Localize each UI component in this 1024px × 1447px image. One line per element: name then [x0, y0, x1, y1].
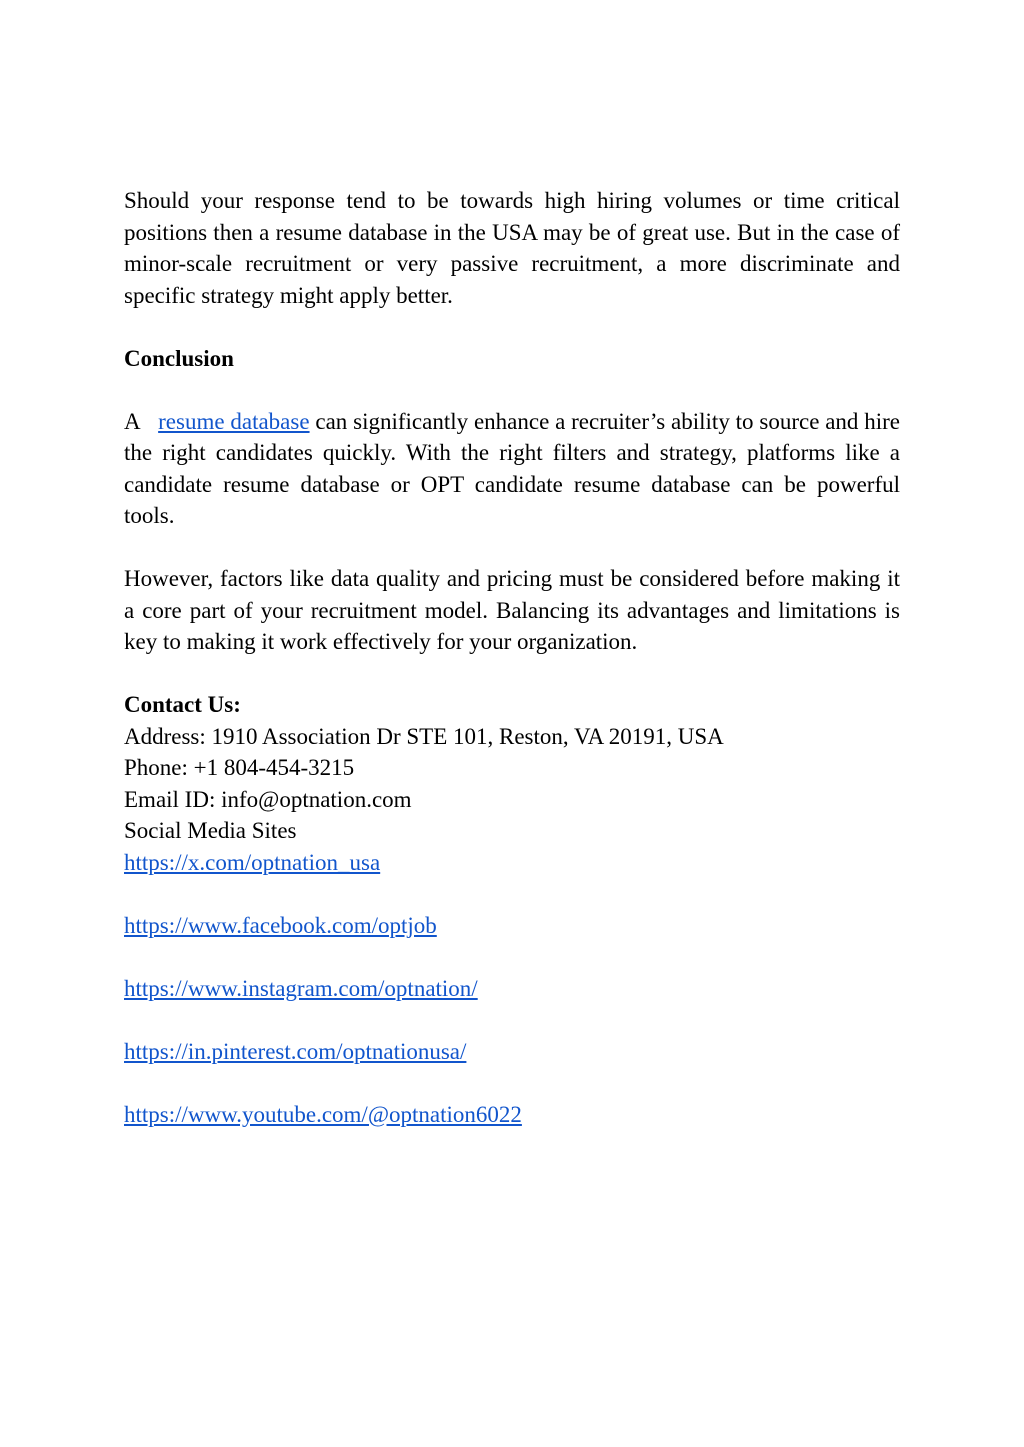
- paragraph-hiring-volumes: Should your response tend to be towards high hiring volumes or time critical positions then a resume database in the USA may be of great use. But in the case of minor-scale recruitment or very passive recruitment, a more discriminate and specific strategy might apply better.: [124, 188, 900, 308]
- resume-database-link[interactable]: resume database: [158, 408, 310, 434]
- conclusion-suffix: can significantly enhance a recruiter’s ability to source and hire the right candidates quickly. With the right filters and strategy, platforms like a candidate resume database or OPT candidate resume database can be powerful tools.: [124, 408, 901, 528]
- social-link-facebook-row: [124, 910, 900, 942]
- social-link-youtube[interactable]: https://www.youtube.com/@optnation6022: [124, 1101, 522, 1127]
- conclusion-paragraph-1: [124, 406, 900, 532]
- conclusion-paragraph-2: However, factors like data quality and pricing must be considered before making it a core part of your recruitment model. Balancing its advantages and limitations is key to making it work effectively for your organization.: [124, 566, 900, 654]
- social-media-label: Social Media Sites: [124, 818, 297, 843]
- social-link-x-row: [124, 847, 900, 879]
- contact-email: Email ID: info@optnation.com: [124, 786, 412, 812]
- contact-heading: Contact Us:: [124, 692, 241, 717]
- social-link-instagram-row: [124, 973, 900, 1005]
- social-link-facebook[interactable]: https://www.facebook.com/optjob: [124, 912, 437, 938]
- social-link-youtube-row: [124, 1099, 900, 1131]
- social-link-pinterest[interactable]: https://in.pinterest.com/optnationusa/: [124, 1038, 467, 1064]
- social-link-instagram[interactable]: https://www.instagram.com/optnation/: [124, 975, 478, 1001]
- conclusion-heading: Conclusion: [124, 345, 234, 371]
- conclusion-prefix: A: [124, 408, 141, 434]
- social-link-x[interactable]: https://x.com/optnation_usa: [124, 849, 381, 875]
- document-body: [124, 185, 900, 1162]
- contact-address: Address: 1910 Association Dr STE 101, Reston, VA 20191, USA: [124, 723, 724, 749]
- contact-section: [124, 689, 900, 1130]
- social-link-pinterest-row: [124, 1036, 900, 1068]
- contact-phone: Phone: +1 804-454-3215: [124, 755, 355, 780]
